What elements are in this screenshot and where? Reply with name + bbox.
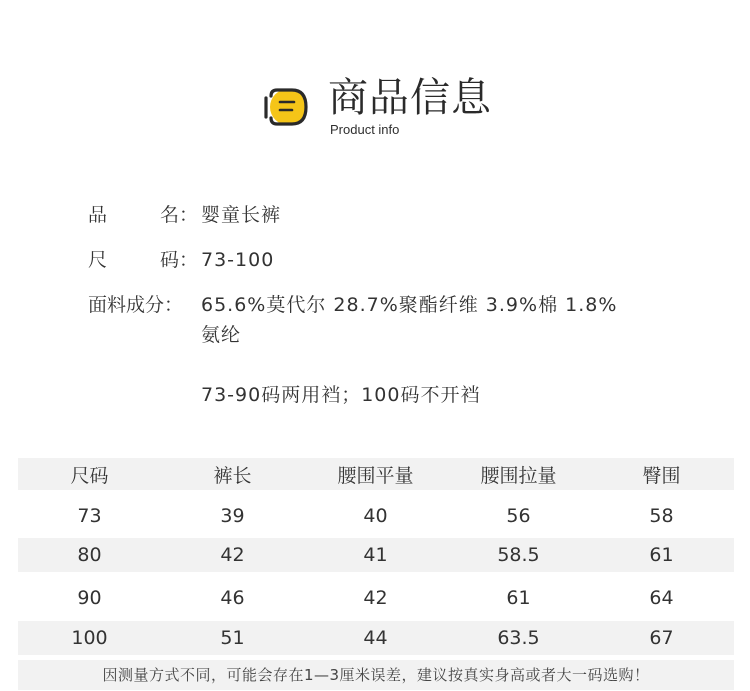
page-subtitle: Product info bbox=[330, 122, 400, 137]
table-header-cell: 尺码 bbox=[70, 464, 109, 487]
table-cell: 67 bbox=[649, 627, 674, 649]
table-cell: 40 bbox=[363, 505, 388, 527]
table-header-cell: 腰围平量 bbox=[337, 464, 414, 487]
table-cell: 42 bbox=[220, 544, 245, 566]
table-cell: 61 bbox=[506, 587, 531, 609]
table-row bbox=[18, 581, 734, 615]
info-row-fabric bbox=[88, 290, 688, 410]
measurement-note: 因测量方式不同，可能会存在1—3厘米误差，建议按真实身高或者大一码选购！ bbox=[18, 660, 734, 690]
table-row bbox=[18, 538, 734, 572]
table-row bbox=[18, 621, 734, 655]
table-row bbox=[18, 499, 734, 533]
info-label-size: 尺 码： bbox=[88, 249, 198, 271]
info-label-name: 品 名： bbox=[88, 204, 198, 226]
table-cell: 58 bbox=[649, 505, 674, 527]
table-cell: 61 bbox=[649, 544, 674, 566]
document-lines-icon bbox=[262, 84, 312, 130]
info-value-name: 婴童长裤 bbox=[201, 204, 282, 226]
info-value-fabric-line1: 65.6%莫代尔 28.7%聚酯纤维 3.9%棉 1.8% bbox=[201, 294, 618, 316]
table-header-cell: 臀围 bbox=[642, 464, 681, 487]
table-cell: 73 bbox=[77, 505, 102, 527]
table-cell: 42 bbox=[363, 587, 388, 609]
table-cell: 64 bbox=[649, 587, 674, 609]
table-cell: 56 bbox=[506, 505, 531, 527]
table-cell: 100 bbox=[71, 627, 108, 649]
table-cell: 46 bbox=[220, 587, 245, 609]
table-cell: 80 bbox=[77, 544, 102, 566]
table-header-row bbox=[18, 458, 734, 490]
info-row-name bbox=[88, 200, 688, 230]
info-label-fabric: 面料成分： bbox=[88, 294, 184, 316]
table-cell: 39 bbox=[220, 505, 245, 527]
table-cell: 51 bbox=[220, 627, 245, 649]
info-row-size bbox=[88, 245, 688, 275]
table-cell: 41 bbox=[363, 544, 388, 566]
table-header-cell: 裤长 bbox=[213, 464, 252, 487]
product-info-header bbox=[262, 74, 522, 144]
info-crotch-note: 73-90码两用裆；100码不开裆 bbox=[201, 384, 481, 406]
table-cell: 58.5 bbox=[497, 544, 540, 566]
table-cell: 90 bbox=[77, 587, 102, 609]
table-cell: 63.5 bbox=[497, 627, 540, 649]
size-table bbox=[18, 458, 734, 655]
info-value-fabric-line2: 氨纶 bbox=[201, 324, 242, 346]
page-title: 商品信息 bbox=[328, 75, 492, 121]
table-header-cell: 腰围拉量 bbox=[480, 464, 557, 487]
product-info-list bbox=[88, 200, 688, 410]
table-cell: 44 bbox=[363, 627, 388, 649]
info-value-size: 73-100 bbox=[201, 249, 275, 271]
